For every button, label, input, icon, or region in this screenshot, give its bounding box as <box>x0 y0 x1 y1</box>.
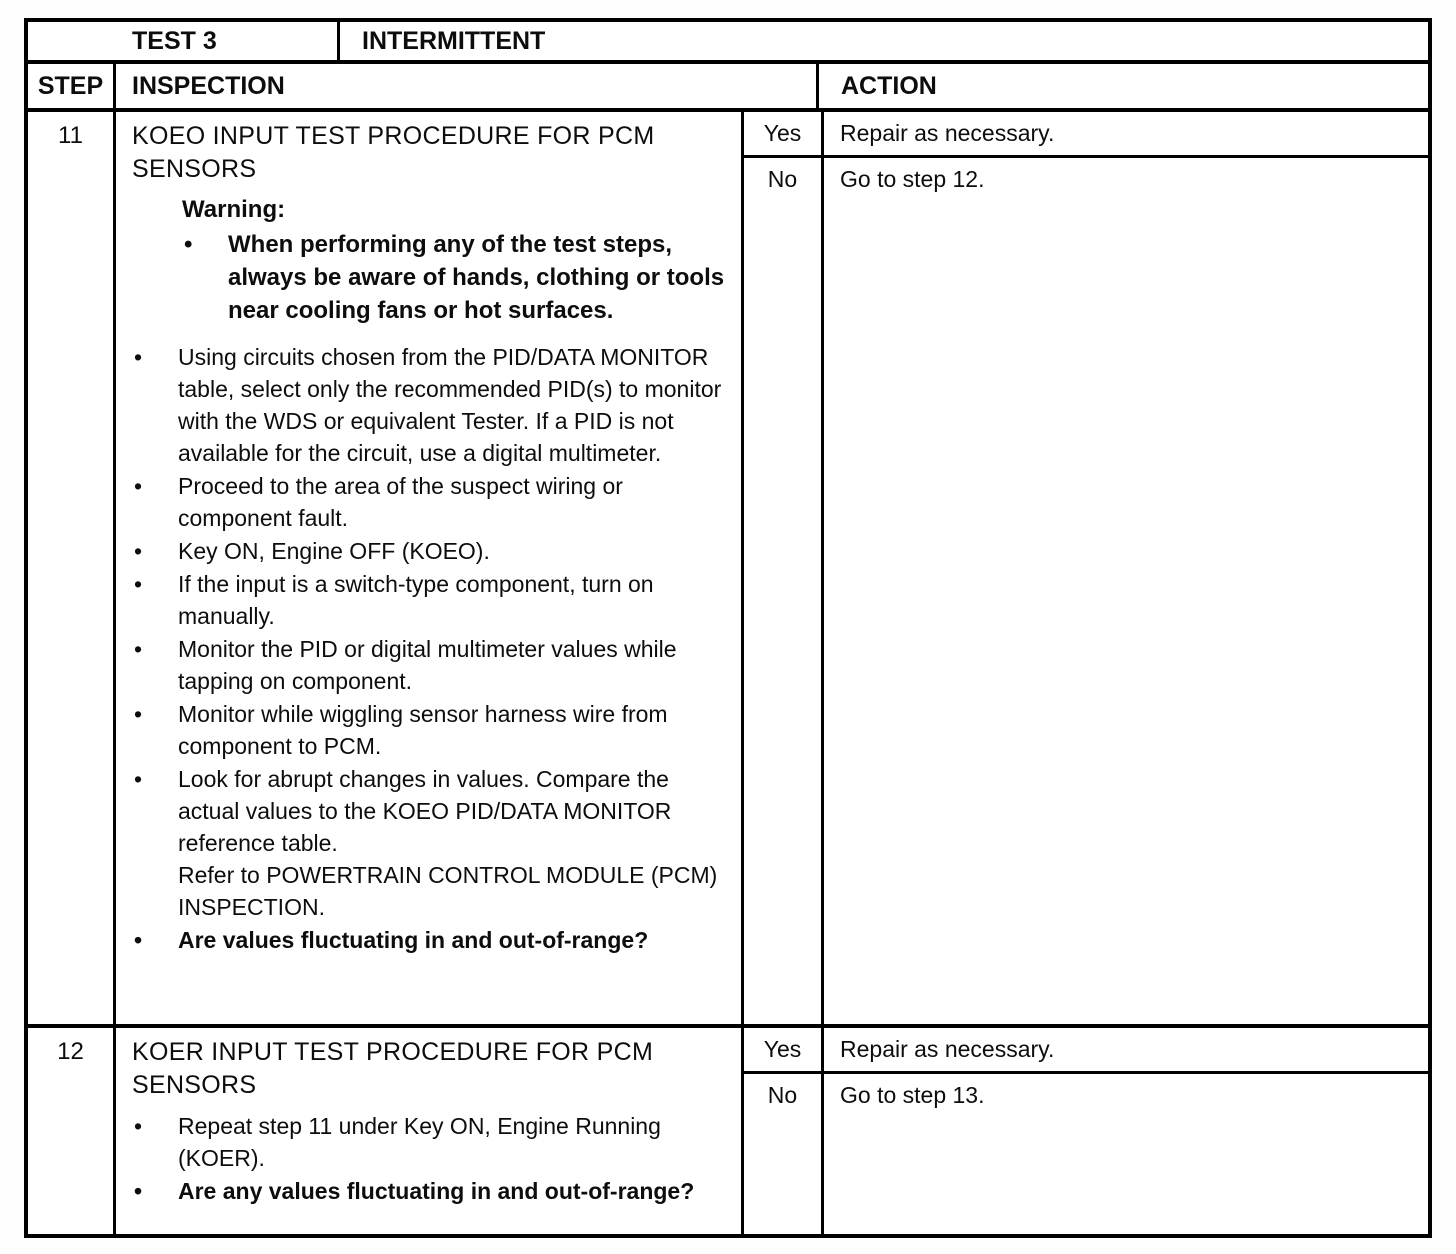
step-row-12 <box>28 1028 1428 1234</box>
bullet-item-question: • Are any values fluctuating in and out-of-range? <box>132 1175 725 1207</box>
bullet-item: • If the input is a switch-type component, turn on manually. <box>132 568 725 632</box>
outcome-cell <box>744 112 1428 1024</box>
test-name-cell: INTERMITTENT <box>362 26 546 55</box>
action-cell: Go to step 13. <box>840 1082 985 1108</box>
inspection-bullet-list <box>132 1110 725 1207</box>
bullet-item: • Using circuits chosen from the PID/DATA MONITOR table, select only the recommended PID(s) to monitor with the WDS or equivalent Tester. If a PID is not available for the circuit, use a digital multimeter. <box>132 341 725 469</box>
outcome-row-no <box>744 1074 1428 1234</box>
action-cell: Repair as necessary. <box>840 120 1055 146</box>
warning-block <box>182 194 725 327</box>
step-title: KOER INPUT TEST PROCEDURE FOR PCM SENSORS <box>132 1038 654 1099</box>
outcome-row-yes <box>744 1028 1428 1074</box>
bullet-continuation: Refer to POWERTRAIN CONTROL MODULE (PCM) INSPECTION. <box>178 862 718 920</box>
bullet-item: • Proceed to the area of the suspect wiring or component fault. <box>132 470 725 534</box>
warning-list <box>182 228 725 327</box>
outcome-row-no <box>744 158 1428 1024</box>
column-header-row <box>28 64 1428 112</box>
warning-label: Warning: <box>182 196 286 223</box>
verdict-cell: Yes <box>744 112 824 155</box>
step-number-cell: 12 <box>28 1028 116 1234</box>
action-cell: Repair as necessary. <box>840 1036 1055 1062</box>
step-row-11 <box>28 112 1428 1028</box>
outcome-cell <box>744 1028 1428 1234</box>
bullet-item-question: • Are values fluctuating in and out-of-range? <box>132 924 725 956</box>
inspection-column-header: INSPECTION <box>132 71 285 100</box>
bullet-text: Look for abrupt changes in values. Compare the actual values to the KOEO PID/DATA MONITOR reference table. <box>178 766 672 856</box>
verdict-cell: No <box>744 1074 824 1234</box>
diagnostic-table <box>24 18 1432 1238</box>
bullet-item: • Monitor while wiggling sensor harness wire from component to PCM. <box>132 698 725 762</box>
bullet-item: • Key ON, Engine OFF (KOEO). <box>132 535 725 567</box>
verdict-cell: No <box>744 158 824 1024</box>
verdict-cell: Yes <box>744 1028 824 1071</box>
test-number-cell: TEST 3 <box>28 22 340 60</box>
bullet-item: • Monitor the PID or digital multimeter values while tapping on component. <box>132 633 725 697</box>
action-cell: Go to step 12. <box>840 166 985 192</box>
inspection-cell <box>116 1028 744 1234</box>
bullet-item: • Repeat step 11 under Key ON, Engine Running (KOER). <box>132 1110 725 1174</box>
bullet-item <box>132 763 725 923</box>
step-column-header: STEP <box>28 64 116 108</box>
outcome-row-yes <box>744 112 1428 158</box>
test-header-row <box>28 22 1428 64</box>
inspection-bullet-list <box>132 341 725 956</box>
step-number-cell: 11 <box>28 112 116 1024</box>
action-column-header: ACTION <box>816 64 1428 108</box>
inspection-cell <box>116 112 744 1024</box>
step-title: KOEO INPUT TEST PROCEDURE FOR PCM SENSORS <box>132 122 655 183</box>
warning-item: • When performing any of the test steps, always be aware of hands, clothing or tools near cooling fans or hot surfaces. <box>182 228 725 327</box>
